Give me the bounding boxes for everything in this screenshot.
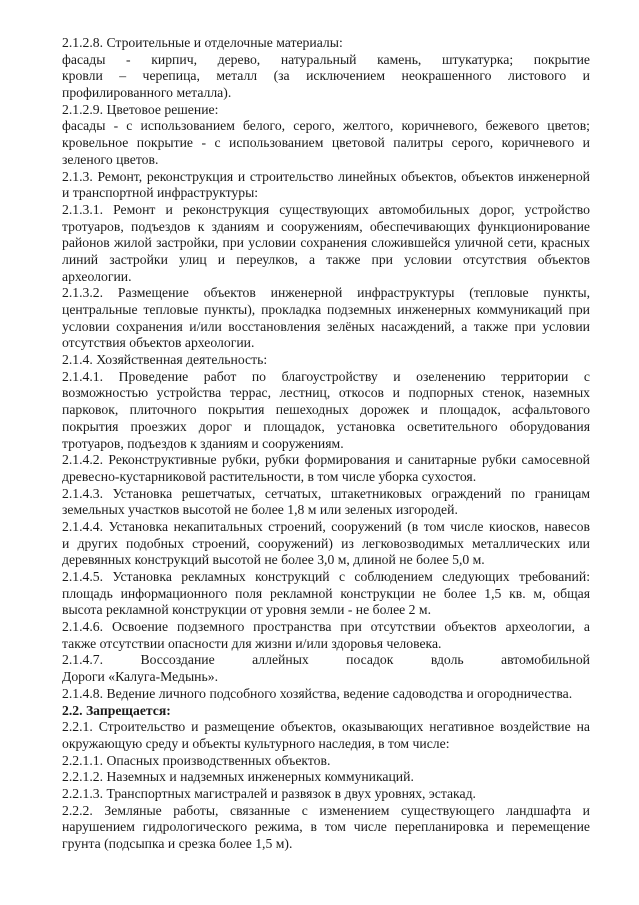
clause-2-1-4-5 [62, 569, 590, 619]
clause-2-1-4-4 [62, 519, 590, 569]
text-line: парковок, плиточного покрытия пешеходных дорожек и площадок, асфальтового [62, 402, 590, 418]
text-line: кровельное покрытие - с использованием цветовой палитры серого, коричневого и [62, 135, 590, 151]
clause-2-2-1-3 [62, 786, 590, 803]
text-line: тротуаров, подъездов к зданиям и сооружениям, обеспечивающих функционирование [62, 218, 590, 234]
text-line: 2.1.4.1. Проведение работ по благоустройству и озеленению территории с [62, 368, 590, 384]
clause-2-1-4-1 [62, 369, 590, 452]
clause-2-1-4-7 [62, 652, 590, 685]
clause-2-2-1-1 [62, 753, 590, 770]
text-line: 2.2.1.1. Опасных производственных объектов. [62, 752, 331, 768]
text-line: зеленого цветов. [62, 151, 159, 167]
clause-2-2-2 [62, 803, 590, 853]
text-line: 2.1.2.9. Цветовое решение: [62, 101, 219, 117]
text-line: возможностью устройства террас, лестниц, откосов и подпорных стенок, наземных [62, 385, 590, 401]
text-line: нарушением гидрологического режима, в том числе перепланировка и перемещение [62, 819, 590, 835]
text-line: 2.1.4.7. Воссоздание аллейных посадок вдоль автомобильной [62, 652, 590, 668]
clause-2-1-4-6 [62, 619, 590, 652]
text-line: также отсутствии опасности для жизни и/или здоровья человека. [62, 635, 442, 651]
text-line: тротуаров, подъездов к зданиям и сооружениям. [62, 435, 344, 451]
text-line: фасады - кирпич, дерево, натуральный камень, штукатурка; покрытие [62, 51, 590, 67]
section-2-2-heading [62, 703, 590, 720]
clause-2-1-2-9-body [62, 118, 590, 168]
text-line: и транспортной инфраструктуры: [62, 185, 259, 201]
document-page [62, 35, 590, 853]
text-line: 2.2.2. Земляные работы, связанные с изменением существующего ландшафта и [62, 802, 590, 818]
text-line: отсутствия объектов археологии. [62, 335, 255, 351]
clause-2-1-3-2 [62, 285, 590, 352]
clause-2-1-4 [62, 352, 590, 369]
text-line: 2.1.4.2. Реконструктивные рубки, рубки формирования и санитарные рубки самосевной [62, 452, 590, 468]
text-line: линий застройки улиц и переулков, а также при условии отсутствия объектов [62, 251, 590, 267]
text-line: 2.1.4.4. Установка некапитальных строений, сооружений (в том числе киосков, навесов [62, 518, 590, 534]
text-line: профилированного металла). [62, 85, 232, 101]
text-line: земельных участков высотой не более 1,8 м или зеленых изгородей. [62, 502, 458, 518]
clause-2-1-4-3 [62, 486, 590, 519]
clause-2-1-2-8-heading [62, 35, 590, 52]
clause-2-1-3 [62, 169, 590, 202]
clause-2-2-1-2 [62, 769, 590, 786]
text-line: окружающую среду и объекты культурного наследия, в том числе: [62, 735, 450, 751]
text-line: грунта (подсыпка и срезка более 1,5 м). [62, 836, 293, 851]
text-line: высота рекламной конструкции от уровня земли - не более 2 м. [62, 602, 432, 618]
text-line: и других подобных строений, сооружений) из легковозводимых металлических или [62, 535, 590, 551]
text-line: 2.1.2.8. Строительные и отделочные материалы: [62, 35, 343, 50]
text-line: 2.1.3. Ремонт, реконструкция и строительство линейных объектов, объектов инженерной [62, 168, 590, 184]
clause-2-1-2-9-heading [62, 102, 590, 119]
clause-2-1-2-8-body [62, 52, 590, 102]
clause-2-1-4-2 [62, 452, 590, 485]
text-line: 2.1.3.2. Размещение объектов инженерной инфраструктуры (тепловые пункты, [62, 285, 590, 301]
text-line: 2.1.4.3. Установка решетчатых, сетчатых, штакетниковых ограждений по границам [62, 485, 590, 501]
text-line: покрытия проезжих дорог и площадок, установка осветительного оборудования [62, 418, 590, 434]
text-line: 2.2. Запрещается: [62, 702, 171, 718]
text-line: 2.1.4. Хозяйственная деятельность: [62, 352, 268, 368]
text-line: 2.1.3.1. Ремонт и реконструкция существующих автомобильных дорог, устройство [62, 201, 590, 217]
text-line: фасады - с использованием белого, серого, желтого, коричневого, бежевого цветов; [62, 118, 590, 134]
text-line: площадь информационного поля рекламной конструкции не более 1,5 кв. м, общая [62, 585, 590, 601]
text-line: 2.2.1.3. Транспортных магистралей и развязок в двух уровнях, эстакад. [62, 785, 476, 801]
text-line: 2.1.4.6. Освоение подземного пространства при отсутствии объектов археологии, а [62, 619, 590, 635]
text-line: 2.2.1. Строительство и размещение объектов, оказывающих негативное воздействие на [62, 719, 590, 735]
clause-2-1-3-1 [62, 202, 590, 285]
text-line: кровли – черепица, металл (за исключением неокрашенного листового и [62, 68, 590, 84]
text-line: центральные тепловые пункты), прокладка подземных инженерных коммуникаций при [62, 302, 590, 317]
text-line: Дороги «Калуга-Медынь». [62, 669, 219, 685]
text-line: 2.1.4.5. Установка рекламных конструкций с соблюдением следующих требований: [62, 569, 590, 584]
clause-2-2-1 [62, 719, 590, 752]
text-line: 2.2.1.2. Наземных и надземных инженерных коммуникаций. [62, 769, 414, 785]
text-line: археологии. [62, 268, 132, 284]
text-line: древесно-кустарниковой растительности, в том числе уборка сухостоя. [62, 468, 477, 484]
text-line: деревянных конструкций высотой не более 3,0 м, длиной не более 5,0 м. [62, 552, 485, 568]
clause-2-1-4-8 [62, 686, 590, 703]
text-line: 2.1.4.8. Ведение личного подсобного хозяйства, ведение садоводства и огородничества. [62, 685, 573, 701]
text-line: районов жилой застройки, при условии сохранения сложившейся уличной сети, красных [62, 235, 590, 251]
text-line: условии сохранения и/или восстановления зелёных насаждений, а также при условии [62, 318, 590, 334]
